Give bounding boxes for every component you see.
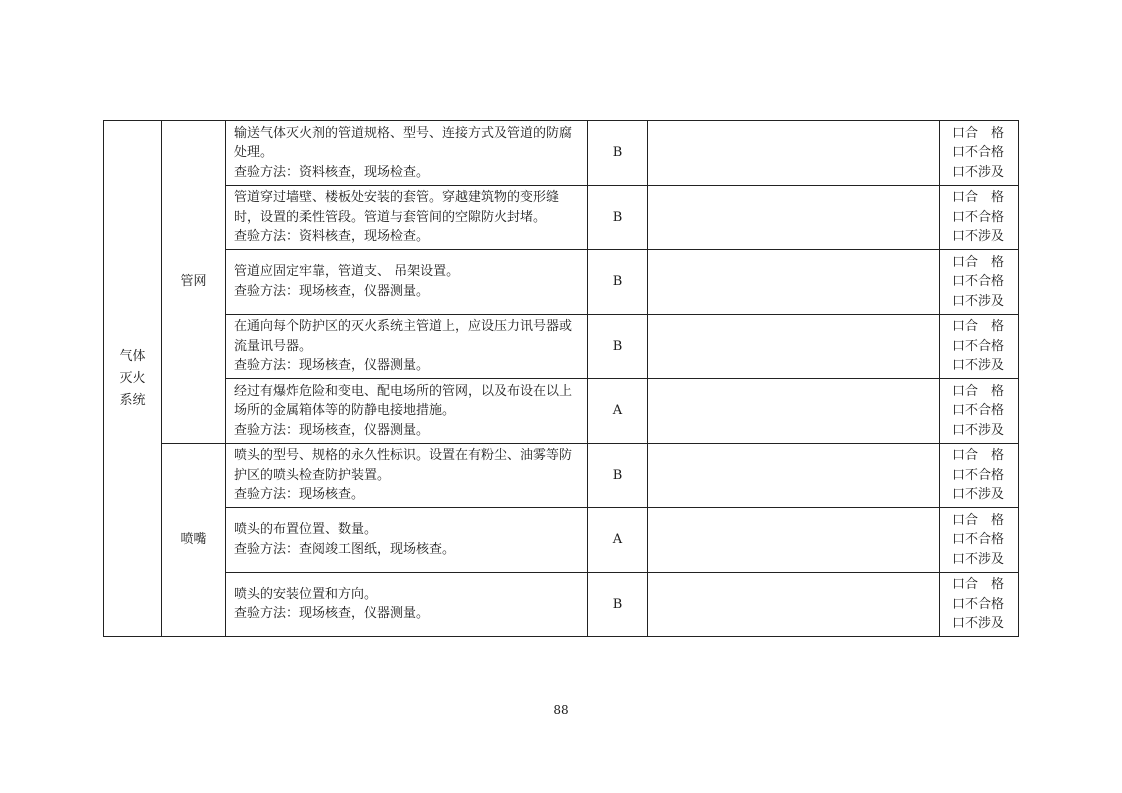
checkbox-fail[interactable]: 口不合格 — [952, 209, 1005, 225]
table-row — [104, 121, 1019, 186]
record-cell[interactable] — [648, 508, 940, 573]
check-method: 查验方法：资料核查，现场检查。 — [234, 229, 430, 244]
record-cell[interactable] — [648, 572, 940, 637]
checkbox-pass[interactable]: 口合 格 — [952, 577, 1005, 592]
item-text: 管道穿过墙壁、楼板处安装的套管。穿越建筑物的变形缝时，设置的柔性管段。管道与套管间的空隙防火封堵。 — [234, 190, 560, 225]
result-options — [940, 379, 1019, 444]
checkbox-pass[interactable]: 口合 格 — [952, 448, 1005, 463]
record-cell[interactable] — [648, 443, 940, 508]
result-options — [940, 508, 1019, 573]
item-content — [226, 572, 588, 637]
table-row — [104, 185, 1019, 250]
checkbox-not-applicable[interactable]: 口不涉及 — [952, 487, 1005, 502]
check-method: 查验方法：资料核查，现场检查。 — [234, 164, 430, 180]
item-text: 管道应固定牢靠，管道支、 吊架设置。 — [234, 264, 460, 280]
item-text: 喷头的布置位置、数量。 — [234, 522, 378, 538]
importance-level: A — [588, 508, 648, 573]
importance-level: B — [588, 185, 648, 250]
item-content — [226, 443, 588, 508]
page-number: 88 — [553, 703, 569, 717]
importance-level: B — [588, 250, 648, 315]
item-text: 在通向每个防护区的灭火系统主管道上，应设压力讯号器或流量讯号器。 — [234, 319, 573, 354]
table-row — [104, 443, 1019, 508]
record-cell[interactable] — [648, 121, 940, 186]
result-options — [940, 250, 1019, 315]
item-text: 经过有爆炸危险和变电、配电场所的管网，以及布设在以上场所的金属箱体等的防静电接地措施。 — [234, 383, 573, 418]
result-options — [940, 121, 1019, 186]
checkbox-pass[interactable]: 口合 格 — [952, 383, 1005, 399]
check-method: 查验方法：现场核查，仪器测量。 — [234, 358, 430, 373]
item-content — [226, 379, 588, 444]
inspection-table — [103, 120, 1019, 637]
item-content — [226, 185, 588, 250]
group-label-pipe-network: 管网 — [162, 121, 226, 444]
table-row — [104, 379, 1019, 444]
checkbox-pass[interactable]: 口合 格 — [952, 125, 1005, 141]
checkbox-not-applicable[interactable]: 口不涉及 — [952, 551, 1005, 567]
system-label: 气体灭火系统 — [119, 348, 146, 408]
importance-level: A — [588, 379, 648, 444]
check-method: 查验方法：现场核查，仪器测量。 — [234, 422, 430, 438]
checkbox-not-applicable[interactable]: 口不涉及 — [952, 616, 1005, 631]
checkbox-not-applicable[interactable]: 口不涉及 — [952, 422, 1005, 438]
record-cell[interactable] — [648, 314, 940, 379]
checkbox-fail[interactable]: 口不合格 — [952, 403, 1005, 418]
checkbox-fail[interactable]: 口不合格 — [952, 338, 1005, 354]
checkbox-fail[interactable]: 口不合格 — [952, 467, 1005, 483]
record-cell[interactable] — [648, 379, 940, 444]
table-row — [104, 508, 1019, 573]
result-options — [940, 314, 1019, 379]
checkbox-not-applicable[interactable]: 口不涉及 — [952, 358, 1005, 373]
table-row — [104, 572, 1019, 637]
result-options — [940, 443, 1019, 508]
checkbox-pass[interactable]: 口合 格 — [952, 512, 1005, 528]
item-content — [226, 250, 588, 315]
importance-level: B — [588, 443, 648, 508]
checkbox-pass[interactable]: 口合 格 — [952, 319, 1005, 334]
result-options — [940, 185, 1019, 250]
importance-level: B — [588, 572, 648, 637]
item-content — [226, 314, 588, 379]
checkbox-fail[interactable]: 口不合格 — [952, 532, 1005, 547]
checkbox-not-applicable[interactable]: 口不涉及 — [952, 229, 1005, 244]
importance-level: B — [588, 314, 648, 379]
system-cell — [104, 121, 162, 637]
checkbox-not-applicable[interactable]: 口不涉及 — [952, 293, 1005, 309]
check-method: 查验方法：查阅竣工图纸，现场核查。 — [234, 541, 456, 557]
checkbox-not-applicable[interactable]: 口不涉及 — [952, 164, 1005, 180]
check-method: 查验方法：现场核查，仪器测量。 — [234, 283, 430, 299]
item-text: 喷头的型号、规格的永久性标识。设置在有粉尘、油雾等防护区的喷头检查防护装置。 — [234, 448, 573, 483]
record-cell[interactable] — [648, 185, 940, 250]
table-row — [104, 250, 1019, 315]
item-content — [226, 508, 588, 573]
record-cell[interactable] — [648, 250, 940, 315]
result-options — [940, 572, 1019, 637]
item-text: 喷头的安装位置和方向。 — [234, 586, 378, 602]
item-text: 输送气体灭火剂的管道规格、型号、连接方式及管道的防腐处理。 — [234, 125, 573, 160]
checkbox-fail[interactable]: 口不合格 — [952, 145, 1005, 160]
checkbox-pass[interactable]: 口合 格 — [952, 190, 1005, 205]
check-method: 查验方法：现场核查。 — [234, 487, 365, 502]
checkbox-fail[interactable]: 口不合格 — [952, 274, 1005, 289]
check-method: 查验方法：现场核查，仪器测量。 — [234, 606, 430, 622]
table-row — [104, 314, 1019, 379]
checkbox-fail[interactable]: 口不合格 — [952, 596, 1005, 612]
group-label-nozzle: 喷嘴 — [162, 443, 226, 637]
checkbox-pass[interactable]: 口合 格 — [952, 254, 1005, 270]
importance-level: B — [588, 121, 648, 186]
item-content — [226, 121, 588, 186]
